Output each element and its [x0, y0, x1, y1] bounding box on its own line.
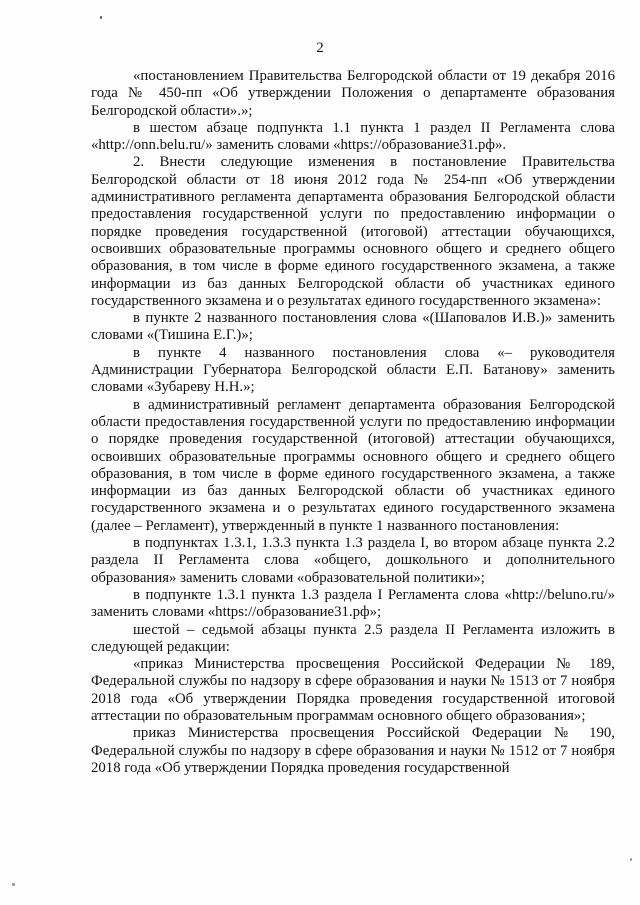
scan-speck — [630, 858, 632, 861]
paragraph-10: «приказ Министерства просвещения Российской Федерации № 189, Федеральной службы по надзору в сфере образования и науки № 1513 от 7 ноября 2018 года «Об утверждении Порядка проведения государственной итоговой аттестации по образовательным программам основного общего образования»; — [91, 656, 615, 724]
paragraph-4: в пункте 2 названного постановления слова «(Шаповалов И.В.)» заменить словами «(Тишина Е.Г.)»; — [91, 310, 615, 344]
paragraph-3: 2. Внести следующие изменения в постановление Правительства Белгородской области от 18 июня 2012 года № 254-пп «Об утверждении административного регламента департамента образования Белгородской области предоставления государственной услуги по предоставлению информации о порядке проведения государственной (итоговой) аттестации обучающихся, освоивших образовательные программы основного общего и среднего общего образования, в том числе в форме единого государственного экзамена, а также информации из баз данных Белгородской области об участниках единого государственного экзамена и о результатах единого государственного экзамена»: — [91, 154, 615, 309]
document-body — [91, 68, 615, 777]
paragraph-2: в шестом абзаце подпункта 1.1 пункта 1 раздел II Регламента слова «http://onn.belu.ru/» заменить словами «https://образование31.рф». — [91, 119, 615, 154]
page-number: 2 — [316, 40, 324, 56]
paragraph-9: шестой – седьмой абзацы пункта 2.5 раздела II Регламента изложить в следующей редакции: — [91, 621, 615, 655]
paragraph-7: в подпунктах 1.3.1, 1.3.3 пункта 1.3 раздела I, во втором абзаце пункта 2.2 раздела II Регламента слова «общего, дошкольного и дополнительного образования» заменить словами «образовательной политики»; — [91, 535, 615, 586]
scan-speck — [12, 883, 15, 886]
paragraph-11: приказ Министерства просвещения Российской Федерации № 190, Федеральной службы по надзору в сфере образования и науки № 1512 от 7 ноября 2018 года «Об утверждении Порядка проведения государственной — [91, 725, 615, 776]
paragraph-8: в подпункте 1.3.1 пункта 1.3 раздела I Регламента слова «http://beluno.ru/» заменить словами «https://образование31.рф»; — [91, 586, 615, 621]
scan-speck — [100, 16, 102, 19]
paragraph-6: в административный регламент департамента образования Белгородской области предоставления государственной услуги по предоставлению информации о порядке проведения государственной (итоговой) аттестации обучающихся, освоивших образовательные программы основного общего и среднего общего образования, в том числе в форме единого государственного экзамена, а также информации из баз данных Белгородской области об участниках единого государственного экзамена и о результатах единого государственного экзамена (далее – Регламент), утвержденный в пункте 1 названного постановления: — [91, 396, 615, 534]
paragraph-1: «постановлением Правительства Белгородской области от 19 декабря 2016 года № 450-пп «Об утверждении Положения о департаменте образования Белгородской области».»; — [91, 68, 615, 119]
paragraph-5: в пункте 4 названного постановления слова «– руководителя Администрации Губернатора Белгородской области Е.П. Батанову» заменить словами «Зубареву Н.Н.»; — [91, 344, 615, 396]
